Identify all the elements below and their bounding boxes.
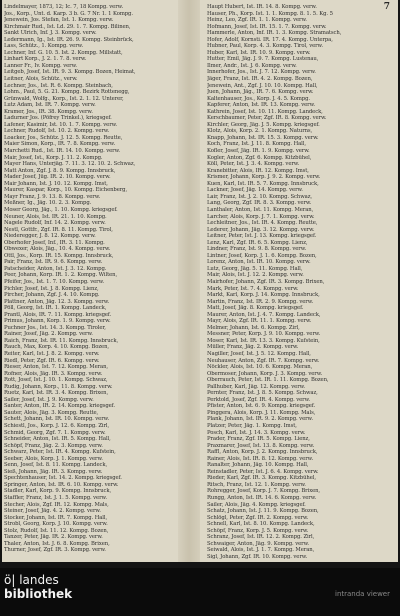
register-entry: Primus, Johann, Korp. 1. 9. Kompg. verw. bbox=[4, 318, 111, 325]
register-entry: Niederegger, J. 8. 12. Kompg. verw. bbox=[4, 233, 96, 240]
register-entry: Seiwald, Alois, Ist. J. 1. 7. Kompg. Meran, bbox=[207, 547, 315, 554]
register-entry: Marchetti Rud., Ist. IR. 14. 10. Kompg. verw. bbox=[4, 148, 120, 155]
register-entry: Mayer Hans, Unterjäg. 7. 11. 3. 12. 10. 2. Schwaz, bbox=[4, 161, 136, 168]
register-entry: Hubner, Paul, Korp. 4. 3. Kompg. Tirol, verw. bbox=[207, 43, 323, 50]
register-entry: Lanthaler, Anton, Ist. 11. Kompg. Meran, bbox=[207, 206, 314, 213]
register-entry: Oberrauch, Peter, Ist. IR. 1. 11. Kompg. Bozen, bbox=[207, 377, 329, 384]
register-entry: Kathrein, Josef, Ist. 10. 11. Kompg. Landeck, bbox=[207, 108, 323, 115]
register-entry: Strobl, Georg, Korp. J. 10. Kompg. verw. bbox=[4, 521, 108, 528]
register-entry: Ritsch, Franz, Ist. 12. 1. Kompg. verw. bbox=[207, 481, 306, 488]
register-entry: Rofner, Alois, Jäg. IR. 3. Kompg. verw. bbox=[4, 370, 103, 377]
register-entry: Innerhofer, Jos., Ist. J. 7. 12. Kompg. verw. bbox=[207, 69, 316, 76]
register-entry: Schwarz, Peter, Ist. IR. 4. Kompg. Kufstein, bbox=[4, 449, 116, 456]
register-entry: Springer, Anton, Ist. IR. 6. 10. Kompg. verw. bbox=[4, 481, 119, 488]
register-entry: Larcher, Alois, Korp. J. 7. 1. Kompg. verw. bbox=[207, 213, 315, 220]
register-entry: Lackner, Josef, Jäg. 14. Kompg. verw. bbox=[207, 187, 303, 194]
document-page bbox=[2, 0, 398, 562]
register-entry: Lohm., Paul, 5. G. 21. Kompg. Bezirk Rottenegg, bbox=[4, 89, 130, 96]
register-entry: Stadler, Karl, Korp. 9. Kompg. Innsbruck, bbox=[4, 488, 112, 495]
register-entry: Nagiller, Josef, Ist. J. 5. 12. Kompg. Hall, bbox=[207, 350, 311, 357]
register-entry: Kramer, Jos., IR. 38. Kompg. verw. bbox=[4, 108, 93, 115]
register-entry: Lutz, Georg, Jäg. 5. 11. Kompg. Hall, bbox=[207, 265, 303, 272]
register-entry: Obwexer, Alois, Jäg., 10. 4. Kompg. verw. bbox=[4, 246, 111, 253]
register-entry: Lenz, Karl, Zgf. IR. 6. 5. Kompg. Lienz, bbox=[207, 239, 308, 246]
register-entry: Lafener, Kasimir, Ist. 10. 1. 7. Kompg. verw. bbox=[4, 121, 118, 128]
register-entry: Staffler, Franz, Ist. J. 1. 5. Kompg. verw. bbox=[4, 495, 107, 502]
register-entry: Senn, Josef, Ist. 8. 11. Kompg. Landeck, bbox=[4, 462, 108, 469]
register-entry: Seeber, Alois, Korp. J. 1. Kompg. verw. bbox=[4, 455, 103, 462]
register-entry: Kuen, Karl, Ist. IR. 5. 7. Kompg. Innsbruck, bbox=[207, 180, 319, 187]
register-entry: Pircher, Johann, Zgf. J. 4. 10. Kompg. bbox=[4, 292, 100, 299]
register-entry: Sailer, Josef, Ist. J. 9. Kompg. verw. bbox=[4, 396, 94, 403]
register-entry: Jos., Korp., Unt. d. Karp. 3 b. G. 7 Nr. 1. 1 Kompg. bbox=[4, 10, 133, 17]
logo-line-1: ö| landes bbox=[4, 573, 59, 587]
register-entry: Pallhuber, Karl, Jäg. 12. Kompg. verw. bbox=[207, 383, 306, 390]
register-entry: Plattner, Anton, Jäg. 12. 3. Kompg. verw. bbox=[4, 298, 110, 305]
register-entry: Kapferer, Anton, Ist. IR. 13. Kompg. verw. bbox=[207, 102, 316, 109]
register-entry: Schmid, Georg, Zgf. 7. 1. Kompg. verw. bbox=[4, 429, 106, 436]
register-entry: Spechtenhauser, Ist. 14. 2. Kompg. kriegsgef. bbox=[4, 475, 122, 482]
register-entry: Thaler, Anton, Ist. J. 6. 8. Kompg. Brixen, bbox=[4, 540, 110, 547]
register-entry: Linhart Korp., J. 2. 1. 7. 8. verw. bbox=[4, 56, 87, 63]
register-entry: Öttl, Jos., Korp. IR. 15. Kompg. Innsbruck, bbox=[4, 252, 114, 259]
register-entry: Leitner, Alois, Schütz., verw. bbox=[4, 76, 78, 83]
register-entry: Lair, Franz, Ist. J. 2. 10. Kompg. Schwaz, bbox=[207, 193, 313, 200]
register-entry: Kerschbaumer, Peter, Zgf. IR. 8. Kompg. verw. bbox=[207, 115, 327, 122]
register-entry: Mayr Franz, J. 9. 13. 8. Kompg. verw. bbox=[4, 193, 101, 200]
register-entry: Neuhauser, Anton, Zgf. IR. 7. Kompg. verw. bbox=[207, 357, 320, 364]
register-entry: Platzer, Peter, Jäg. 1. Kompg. Imst, bbox=[207, 423, 297, 429]
left-column bbox=[4, 4, 168, 562]
register-entry: Rott, Josef, Ist. J. 10. 1. Kompg. Schwaz, bbox=[4, 377, 108, 384]
register-entry: Loacker, Jos., Schütz. J. 12. 5. Kompg. Reutte, bbox=[4, 134, 123, 141]
register-entry: Moser, Karl, Ist. IR. 13. 3. Kompg. Kufstein, bbox=[207, 337, 320, 344]
viewer-label: intranda viewer bbox=[335, 590, 390, 598]
register-entry: Obermoser, Johann, Korp. J. 3. Kompg. verw. bbox=[207, 370, 323, 377]
register-entry: Ruetz, Karl, Ist. IR. 3. 4. Kompg. Brixen, bbox=[4, 390, 109, 397]
register-entry: Leitner, Peter, Ist. J. 13. Kompg. kriegsgef. bbox=[207, 233, 317, 240]
register-entry: Hammerle, Anton, Inf. IR. 1. 3. Kompg. Stramatsch, bbox=[207, 30, 342, 37]
register-entry: Sieß, Johann, Jäg. IR. 3. Kompg. verw. bbox=[4, 468, 103, 475]
register-entry: Hutter, Emil, Jäg. J. 9. 7. Kompg. Lustenau, bbox=[207, 56, 319, 63]
register-entry: Pernter, Franz, Ist. J. 8. 5. Kompg. Schwaz, bbox=[207, 390, 318, 397]
register-entry: Oberhofer Josef, Inf., IR. 3. 11. Kompg. bbox=[4, 239, 105, 246]
register-entry: Raffl, Anton, Korp. J. 2. Kompg. Innsbruck, bbox=[207, 449, 318, 456]
register-entry: Lintner, Josef, Korp. J. 1. 6. Kompg. Bozen, bbox=[207, 252, 317, 259]
register-entry: Huber, Karl, Ist. IR. 10. 9. Kompg. verw. bbox=[207, 49, 311, 56]
register-entry: Ilmer, Andr., Ist. J. 6. Kompg. verw. bbox=[207, 62, 297, 69]
register-entry: Sailer, Alois, Jäg. 4. Kompg. kriegsgef. bbox=[207, 501, 306, 508]
register-entry: Lindner, Franz, Ist. 9. 8. Kompg. verw. bbox=[207, 246, 307, 253]
register-entry: Jenewein, Jos. Stefan, Ist. 1. Kompg. verw. bbox=[4, 17, 114, 24]
register-entry: Lorenz, Anton, Ist. IR. 10. Kompg. verw. bbox=[207, 259, 311, 266]
register-entry: Plank, Johann, Ist. IR. 9. 2. Kompg. verw. bbox=[207, 416, 313, 423]
register-entry: Meßner, Ig., Jäg. 10. 2. 3. Kompg. bbox=[4, 200, 92, 207]
register-entry: Mairhofer, Johann, Zgf. IR. 3. Kompg. Brixen, bbox=[207, 278, 325, 285]
logo-line-2: bibliothek bbox=[4, 587, 73, 601]
register-entry: Maurer, Kaspar, Korp., 10. Kompg. Eichenberg, bbox=[4, 187, 128, 194]
register-entry: Pfeifer, Jos., Ist. 1. 7. 10. Kompg. verw. bbox=[4, 278, 104, 285]
register-entry: Lechner, Jos., Ist. R. 6. Kompg. Steinbach, bbox=[4, 82, 113, 89]
register-entry: Rudig, Johann, Korp., 11. 8. Kompg. verw. bbox=[4, 383, 113, 390]
register-entry: Hofmann, Josef, Ist. IR. 15. 1. 7. Kompg. verw. bbox=[207, 23, 327, 30]
page-number: 7 bbox=[383, 2, 390, 12]
register-entry: Ranalter, Johann, Jäg. 10. Kompg. Hall, bbox=[207, 462, 309, 469]
register-entry: Nagele Rudolf, Inf. 14. 2. Kompg. verw. bbox=[4, 220, 106, 227]
register-entry: Kranebitter, Alois, IR. 12. Kompg. Imst, bbox=[207, 167, 309, 174]
register-entry: Rainer, Alois, Ist. IR. 8. 12. Kompg. verw. bbox=[207, 455, 314, 462]
register-entry: Moser Georg, Jäg., 1. 10. Kompg. kriegsgef. bbox=[4, 206, 118, 213]
register-entry: Maier Simon, Korp., IR. 7. 8. Kompg. verw. bbox=[4, 141, 116, 148]
register-entry: Messner, Peter, Korp. J. 9. 10. Kompg. verw. bbox=[207, 331, 321, 338]
register-entry: Posch, Karl, Ist. J. 14. 3. Kompg. verw. bbox=[207, 429, 306, 436]
register-entry: Matt, Josef, Jäg. 8. Kompg. kriegsgef. bbox=[207, 305, 304, 312]
register-entry: Martin, Franz, Ist. IR. 2. 9. Kompg. verw. bbox=[207, 298, 314, 305]
register-entry: Melmer, Johann, Ist. 6. Kompg. Zirl, bbox=[207, 324, 300, 331]
register-entry: Jäger, Franz, Ist. IR. 4. 2. Kompg. Bozen, bbox=[207, 76, 313, 83]
register-entry: Heinz, Leo, Zgf. IR. 1. 1. Kompg. verw. bbox=[207, 17, 307, 24]
register-entry: Haupt Hubert, Ist. IR. 14. 8. Kompg. verw. bbox=[207, 4, 317, 10]
library-logo[interactable] bbox=[4, 573, 72, 601]
register-entry: Steiner, Josef, Jäg. 4. 2. Kompg. verw. bbox=[4, 508, 101, 515]
register-entry: Puchner Jos., Ist. 14. 3. Kompg. Tiroler, bbox=[4, 324, 106, 331]
register-entry: Tanzer, Peter, Jäg. IR. 2. Kompg. verw. bbox=[4, 534, 103, 541]
register-entry: Mair Johann, Ist. J. 10. 12. Kompg. Imst, bbox=[4, 180, 108, 187]
register-entry: Klotz, Alois, Korp. 2. 1. Kompg. Naturns, bbox=[207, 128, 313, 135]
register-entry: Koch, Franz, Ist. J. 11. 8. Kompg. Hall, bbox=[207, 141, 306, 148]
register-entry: Patscheider, Anton, Ist. J. 3. 12. Kompg. bbox=[4, 265, 107, 272]
register-entry: Rungg, Anton, Ist. IR. 14. 6. Kompg. verw. bbox=[207, 495, 317, 502]
register-entry: Lederer, Johann, Jäg. 3. 12. Kompg. verw. bbox=[207, 226, 315, 233]
register-entry: Stolz, Rudolf, Ist. 11. 12. Kompg. Bozen, bbox=[4, 527, 109, 534]
register-entry: Ledermann, Ig., Ist. IR. 26. 9. Kompg. Steinbrück, bbox=[4, 36, 134, 43]
register-entry: Lass, Schütz., 1. Kompg. verw. bbox=[4, 43, 84, 50]
register-entry: Nestl, Gottfr., Zgf. IR. 8. 11. Kompg. Tirol, bbox=[4, 226, 113, 233]
register-entry: Schöpf, Franz, Korp. J. 5. Kompg. verw. bbox=[207, 527, 309, 534]
register-entry: Müller, Franz, Jäg. 2. Kompg. verw. bbox=[207, 344, 299, 351]
register-entry: Jenewein, Ant., Zgf. J. 10. 10. Kompg. Hall, bbox=[207, 82, 318, 89]
register-entry: Prantl, Alois, IR. 7. 11. Kompg. kriegsgef. bbox=[4, 311, 112, 318]
register-entry: Krismer, Johann, Korp. J. 9. 2. Kompg. verw. bbox=[207, 174, 321, 181]
register-entry: Rohregger, Josef, Korp. J. 7. Kompg. Brixen, bbox=[207, 488, 321, 495]
register-entry: Lechner, Inf. G. 10. 5. Ist. 2. Kompg. Millstatt, bbox=[4, 49, 123, 56]
register-entry: Leitgeb, Josef, Ist. IR. 9. 3. Kompg. Bozen, Heimat, bbox=[4, 69, 136, 76]
register-entry: Pöll, Georg, Ist. IR. 1. Kompg. Landeck, bbox=[4, 305, 107, 312]
register-entry: Lang, Georg, Zgf. IR. 8. 3. Kompg. verw. bbox=[207, 200, 312, 207]
register-entry: Juen, Johann, Jäg., IR. 7. 6. Kompg. verw. bbox=[207, 89, 314, 96]
register-entry: Rieder, Karl, Zgf. IR. 3. Kompg. Kitzbühel, bbox=[207, 475, 316, 482]
register-entry: Schöpf, Franz, Jäg. 2. 3. Kompg. verw. bbox=[4, 442, 103, 449]
register-entry: Stecher, Alois, Zgf. IR. 12. Kompg. Mals, bbox=[4, 501, 109, 508]
register-entry: Perktold, Josef, Zgf. IR. 4. Kompg. verw. bbox=[207, 396, 310, 403]
register-entry: Riedl, Peter, Zgf. IR. 6. Kompg. verw. bbox=[4, 357, 100, 364]
register-entry: Kofler, Josef, Jäg. IR. 1. 9. Kompg. verw. bbox=[207, 148, 310, 155]
register-entry: Nöckler, Alois, Ist. 10. 6. Kompg. Meran, bbox=[207, 364, 313, 371]
register-entry: Schranz, Josef, Ist. IR. 12. 2. Kompg. Zirl, bbox=[207, 534, 315, 541]
register-entry: Lechleitner, Jos., Ist. IR. 4. Kompg. Reutte, bbox=[207, 220, 318, 227]
register-entry: Markt, Karl, Korp. J. 14. Kompg. Innsbruck, bbox=[207, 292, 320, 299]
register-entry: Thurner, Josef, Zgf. IR. 3. Kompg. verw. bbox=[4, 547, 106, 554]
register-entry: Hauser, Ph., Korp. Ist. 1. 1. Kompg. 8. 1. 5. Kg. 5 bbox=[207, 10, 333, 17]
register-entry: Schiestl, Jos., Korp. J. 12. 6. Kompg. Zirl, bbox=[4, 423, 110, 429]
register-entry: Schett, Johann, Ist. IR. 10. Kompg. verw. bbox=[4, 416, 110, 423]
register-entry: Stocker, Johann, Ist. IR. 7. Kompg. Hall, bbox=[4, 514, 108, 521]
register-entry: Mair, Josef, Ist., Korp. J. 11. 2. Kompg. bbox=[4, 154, 103, 161]
register-entry: Lechner, Rudolf, Ist. 10. 2. Kompg. verw. bbox=[4, 128, 110, 135]
register-entry: Lindelmayer, 1873, 12; Ic. 7, 18 Kompg. verw. bbox=[4, 4, 124, 10]
right-column bbox=[207, 4, 391, 562]
register-entry: Kogler, Anton, Zgf. 6. Kompg. Kitzbühel, bbox=[207, 154, 312, 161]
register-entry: Prader, Franz, Zgf. IR. 5. Kompg. Lienz, bbox=[207, 436, 310, 443]
register-entry: Maurer, Anton, Ist. J. 4. 7. Kompg. Landeck, bbox=[207, 311, 321, 318]
register-entry: Sigl, Johann, Zgf. IR. 10. Kompg. verw. bbox=[207, 553, 308, 560]
register-entry: Pinggera, Alois, Korp. J. 11. Kompg. Mals, bbox=[207, 409, 316, 416]
register-entry: Matt Anton, Zgf. J. 8. 9. Kompg. Innsbruck, bbox=[4, 167, 116, 174]
register-entry: Lutz Adam, Ist. IR. 7. Kompg. verw. bbox=[4, 102, 96, 109]
viewer-footer bbox=[0, 568, 400, 616]
register-entry: Kirchmair Rud., Ist. Ld. 29. 1. 7. Kompg. Bilinen, bbox=[4, 23, 131, 30]
register-entry: Rainer, Josef, Jäg. 2. Kompg. verw. bbox=[4, 331, 93, 338]
register-entry: Schlögl, Peter, Zgf. IR. 2. Kompg. verw. bbox=[207, 514, 309, 521]
register-entry: Knapp, Johann, Ist. IR. 15. 3. Kompg. verw. bbox=[207, 134, 319, 141]
register-entry: Praxmarer, Josef, Ist. 13. 8. Kompg. verw. bbox=[207, 442, 315, 449]
register-entry: Sankt Ulrich, Inf. J. 3. Kompg. verw. bbox=[4, 30, 97, 37]
register-entry: Mark, Peter, Ist. 7. 4. Kompg. verw. bbox=[207, 285, 299, 292]
register-entry: Kirchler, Georg, Jäg. J. 5. Kompg. kriegsgef. bbox=[207, 121, 320, 128]
register-entry: Kaltenhauser, Jos., Korp. J. 4. 5. Kompg. bbox=[207, 95, 310, 102]
register-entry: Raich, Franz, Ist. IR. 11. Kompg. Innsbruck, bbox=[4, 337, 119, 344]
register-entry: Grünwald, Wolfg., Korp., Ist. 2. 1. 12. Unterer, bbox=[4, 95, 124, 102]
register-entry: Rieser, Anton, Ist. 7. 12. Kompg. Meran, bbox=[4, 364, 108, 371]
register-entry: Mader Josef, Jüg. IR. 2. 10. Kompg. verw. bbox=[4, 174, 111, 181]
register-entry: Schnell, Karl, Ist. 8. 10. Kompg. Landeck, bbox=[207, 521, 315, 528]
register-entry: Pfister, Anton, Ist. 6. 9. Kompg. kriegsgef. bbox=[207, 403, 316, 410]
register-entry: Santer, Anton, IR. 2. 14. Kompg. kriegsgef. bbox=[4, 403, 115, 410]
register-entry: Rauch, Max, Korp. 4. 10. Kompg. Bozen, bbox=[4, 344, 109, 351]
register-entry: Reiter, Karl, Ist. J. 8. 2. Kompg. verw. bbox=[4, 350, 100, 357]
register-entry: Sauter, Alois, Jäg. 3. Kompg. Reutte, bbox=[4, 409, 99, 416]
register-entry: Neuner, Alois, Ist. IR. 21. 1. 10. Kompg. bbox=[4, 213, 107, 220]
register-entry: Köll, Peter, Ist. J. 3. 4. Kompg. verw. bbox=[207, 161, 300, 168]
register-entry: Pair, Franz, Ist. IR. 9. 6. Kompg. verw. bbox=[4, 259, 103, 266]
page-gutter bbox=[178, 0, 200, 562]
register-entry: Pichler, Josef, Ist. J. 8. Kompg. Lienz, bbox=[4, 285, 99, 292]
register-entry: Lanner Fr., Iv. Kompg. verw. bbox=[4, 62, 77, 69]
register-entry: Peer, Johann, Korp. IR. 1. 2. Kompg. Wilten, bbox=[4, 272, 118, 279]
register-entry: Ladurner Jos. (Pöfrey Trinkel.), kriegsgef. bbox=[4, 115, 112, 122]
register-entry: Mair, Alois, Ist. J. 12. 2. Kompg. verw. bbox=[207, 272, 304, 279]
register-entry: Schneider, Anton, Ist. IR. 5. Kompg. Hall, bbox=[4, 436, 111, 443]
register-entry: Hofer, Adolf, Kornsti. IR. 17. 4. Kompg. Unterpa, bbox=[207, 36, 333, 43]
register-entry: Reinstadler, Peter, Ist. J. 6. 4. Kompg. verw. bbox=[207, 468, 319, 475]
register-entry: Schwaiger, Anton, Jäg. 9. Kompg. verw. bbox=[207, 540, 309, 547]
register-entry: Schatz, Johann, Ist. J. 11. 9. Kompg. Bozen, bbox=[207, 508, 319, 515]
register-entry: Mayr, Alois, Zgf. IR. 11. 1. Kompg. verw. bbox=[207, 318, 312, 325]
